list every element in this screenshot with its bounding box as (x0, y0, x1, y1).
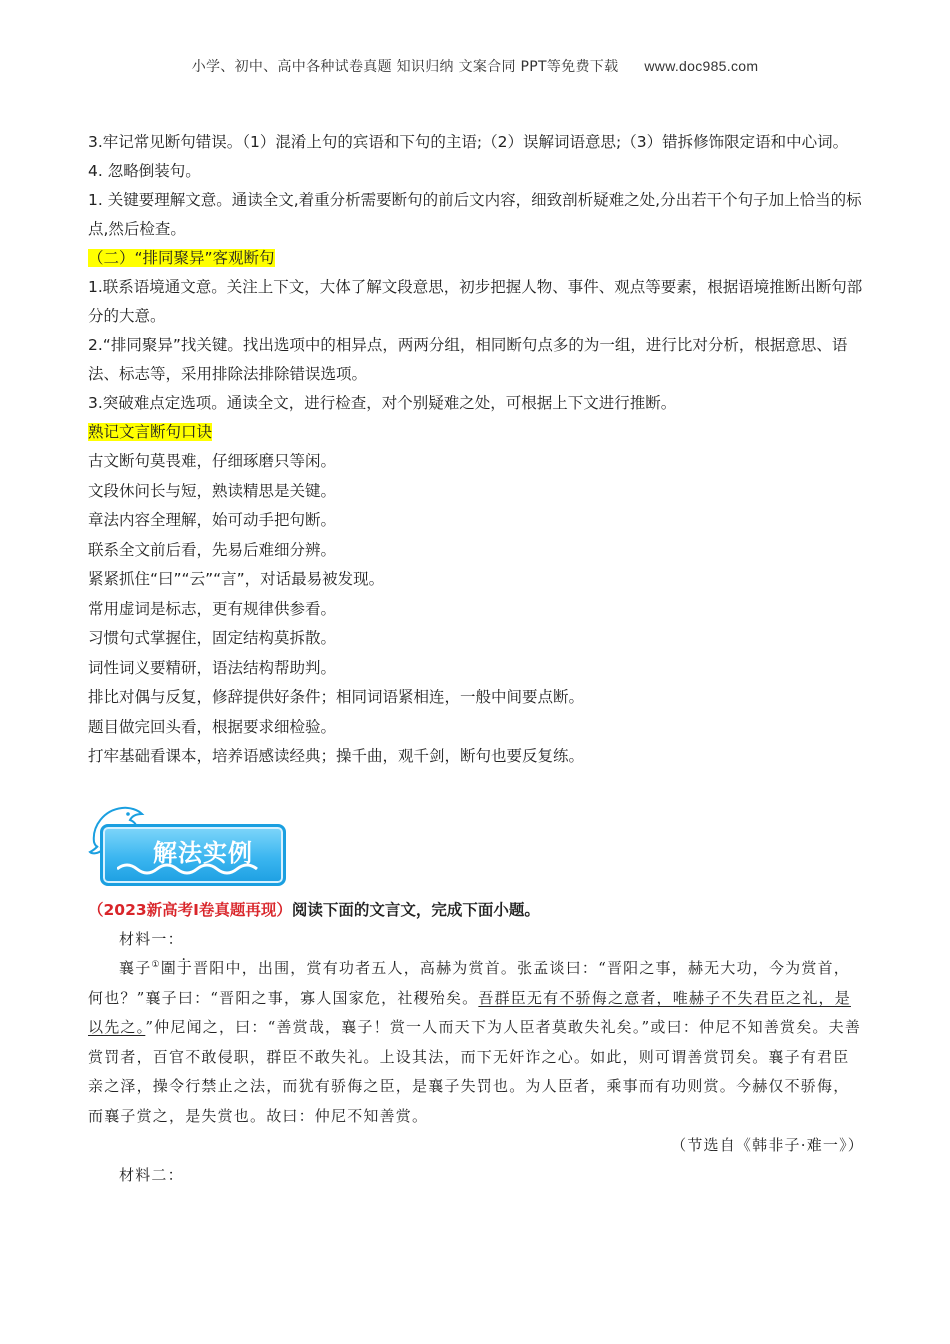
mnemonic-line: 章法内容全理解，始可动手把句断。 (88, 511, 337, 529)
mnemonic-line: 常用虚词是标志，更有规律供参看。 (88, 599, 337, 618)
section2-item-3: 3.突破难点定选项。通读全文，进行检查，对个别疑难之处，可根据上下文进行推断。 (88, 394, 677, 412)
mnemonic-line: 紧紧抓住“曰”“云”“言”，对话最易被发现。 (88, 570, 385, 588)
mnemonic-line: 题目做完回头看，根据要求细检验。 (88, 717, 337, 736)
material1-source: （节选自《韩非子·难一》） (671, 1136, 864, 1154)
error-item-4: 4. 忽略倒装句。 (88, 162, 201, 180)
mnemonic-line: 打牢基础看课本，培养语感读经典；操千曲，观千剑，断句也要反复练。 (88, 747, 585, 765)
material1-paragraph (88, 954, 864, 1131)
page-header (0, 56, 950, 76)
text-segment: ”仲尼闻之，曰：“善赏哉，襄子！赏一人而天下为人臣者莫敢失礼矣。”或曰：仲尼不知善赏矣。夫善赏罚者，百官不敢侵职，群臣不敢失礼。上设其法，而下无奸诈之心。如此，则可谓善赏罚矣。襄子有君臣亲之泽，操令行禁止之法，而犹有骄侮之臣，是襄子失罚也。为人臣者，乘事而有功则赏。今赫仅不骄侮，而襄子赏之，是失赏也。故曰：仲尼不知善赏。 (88, 1018, 862, 1125)
exam-instruction: 阅读下面的文言文，完成下面小题。 (291, 900, 540, 919)
mnemonic-line: 文段休问长与短，熟读精思是关键。 (88, 481, 337, 500)
badge-box (100, 824, 286, 886)
wave-icon (117, 861, 267, 875)
section2-item-2: 2.“排同聚异”找关键。找出选项中的相异点，两两分组，相同断句点多的为一组，进行比对分析，根据意思、语法、标志等，采用排除法排除错误选项。 (88, 336, 848, 383)
footnote-mark: ① (151, 960, 161, 970)
mnemonic-line: 联系全文前后看，先易后难细分辨。 (88, 540, 337, 559)
badge-label: 解法实例 (153, 838, 253, 867)
header-site-link[interactable]: www.doc985.com (644, 58, 759, 74)
dotted-char: 圍 (160, 959, 177, 977)
section2-item-1: 1.联系语境通文意。关注上下文，大体了解文段意思，初步把握人物、事件、观点等要素，根据语境推断出断句部分的大意。 (88, 278, 863, 325)
material1-label: 材料一： (119, 929, 184, 948)
exam-tag: （2023新高考I卷真题再现） (88, 900, 292, 919)
mnemonic-line: 习惯句式掌握住，固定结构莫拆散。 (88, 629, 337, 647)
underlined-sentence: 吾群臣无有不骄侮之意者，唯赫子不失君臣之礼，是以先之。 (88, 988, 851, 1036)
error-item-3: 3.牢记常见断句错误。（1）混淆上句的宾语和下句的主语;（2）误解词语意思;（3）错拆修饰限定语和中心词。 (88, 133, 849, 151)
mnemonic-line: 古文断句莫畏难，仔细琢磨只等闲。 (88, 452, 337, 470)
section-heading-2: （二）“排同聚异”客观断句 (88, 249, 275, 267)
header-text: 小学、初中、高中各种试卷真题 知识归纳 文案合同 PPT等免费下载 (191, 59, 619, 75)
exam-intro (88, 896, 864, 925)
text-segment: 襄子 (119, 959, 152, 977)
mnemonic-line: 词性词义要精研，语法结构帮助判。 (88, 658, 337, 677)
mnemonic-line: 排比对偶与反复，修辞提供好条件；相同词语紧相连，一般中间要点断。 (88, 688, 585, 706)
mnemonic-lines (88, 447, 864, 772)
material2-label: 材料二： (119, 1165, 184, 1184)
solution-example-badge (88, 802, 864, 890)
tip-item-1: 1. 关键要理解文意。通读全文,着重分析需要断句的前后文内容，细致剖析疑难之处,分出若干个句子加上恰当的标点,然后检查。 (88, 191, 862, 238)
classical-text (88, 925, 864, 1191)
mnemonic-heading: 熟记文言断句口诀 (88, 423, 213, 441)
text-segment: 于晋阳中，出围，赏有功者五人，高赫为赏首。张孟谈曰：“晋阳之事，赫无大功，今为赏首，何也？”襄子曰：“晋阳之事，寡人国家危，社稷殆矣。 (88, 959, 850, 1007)
document-body (88, 128, 864, 1190)
